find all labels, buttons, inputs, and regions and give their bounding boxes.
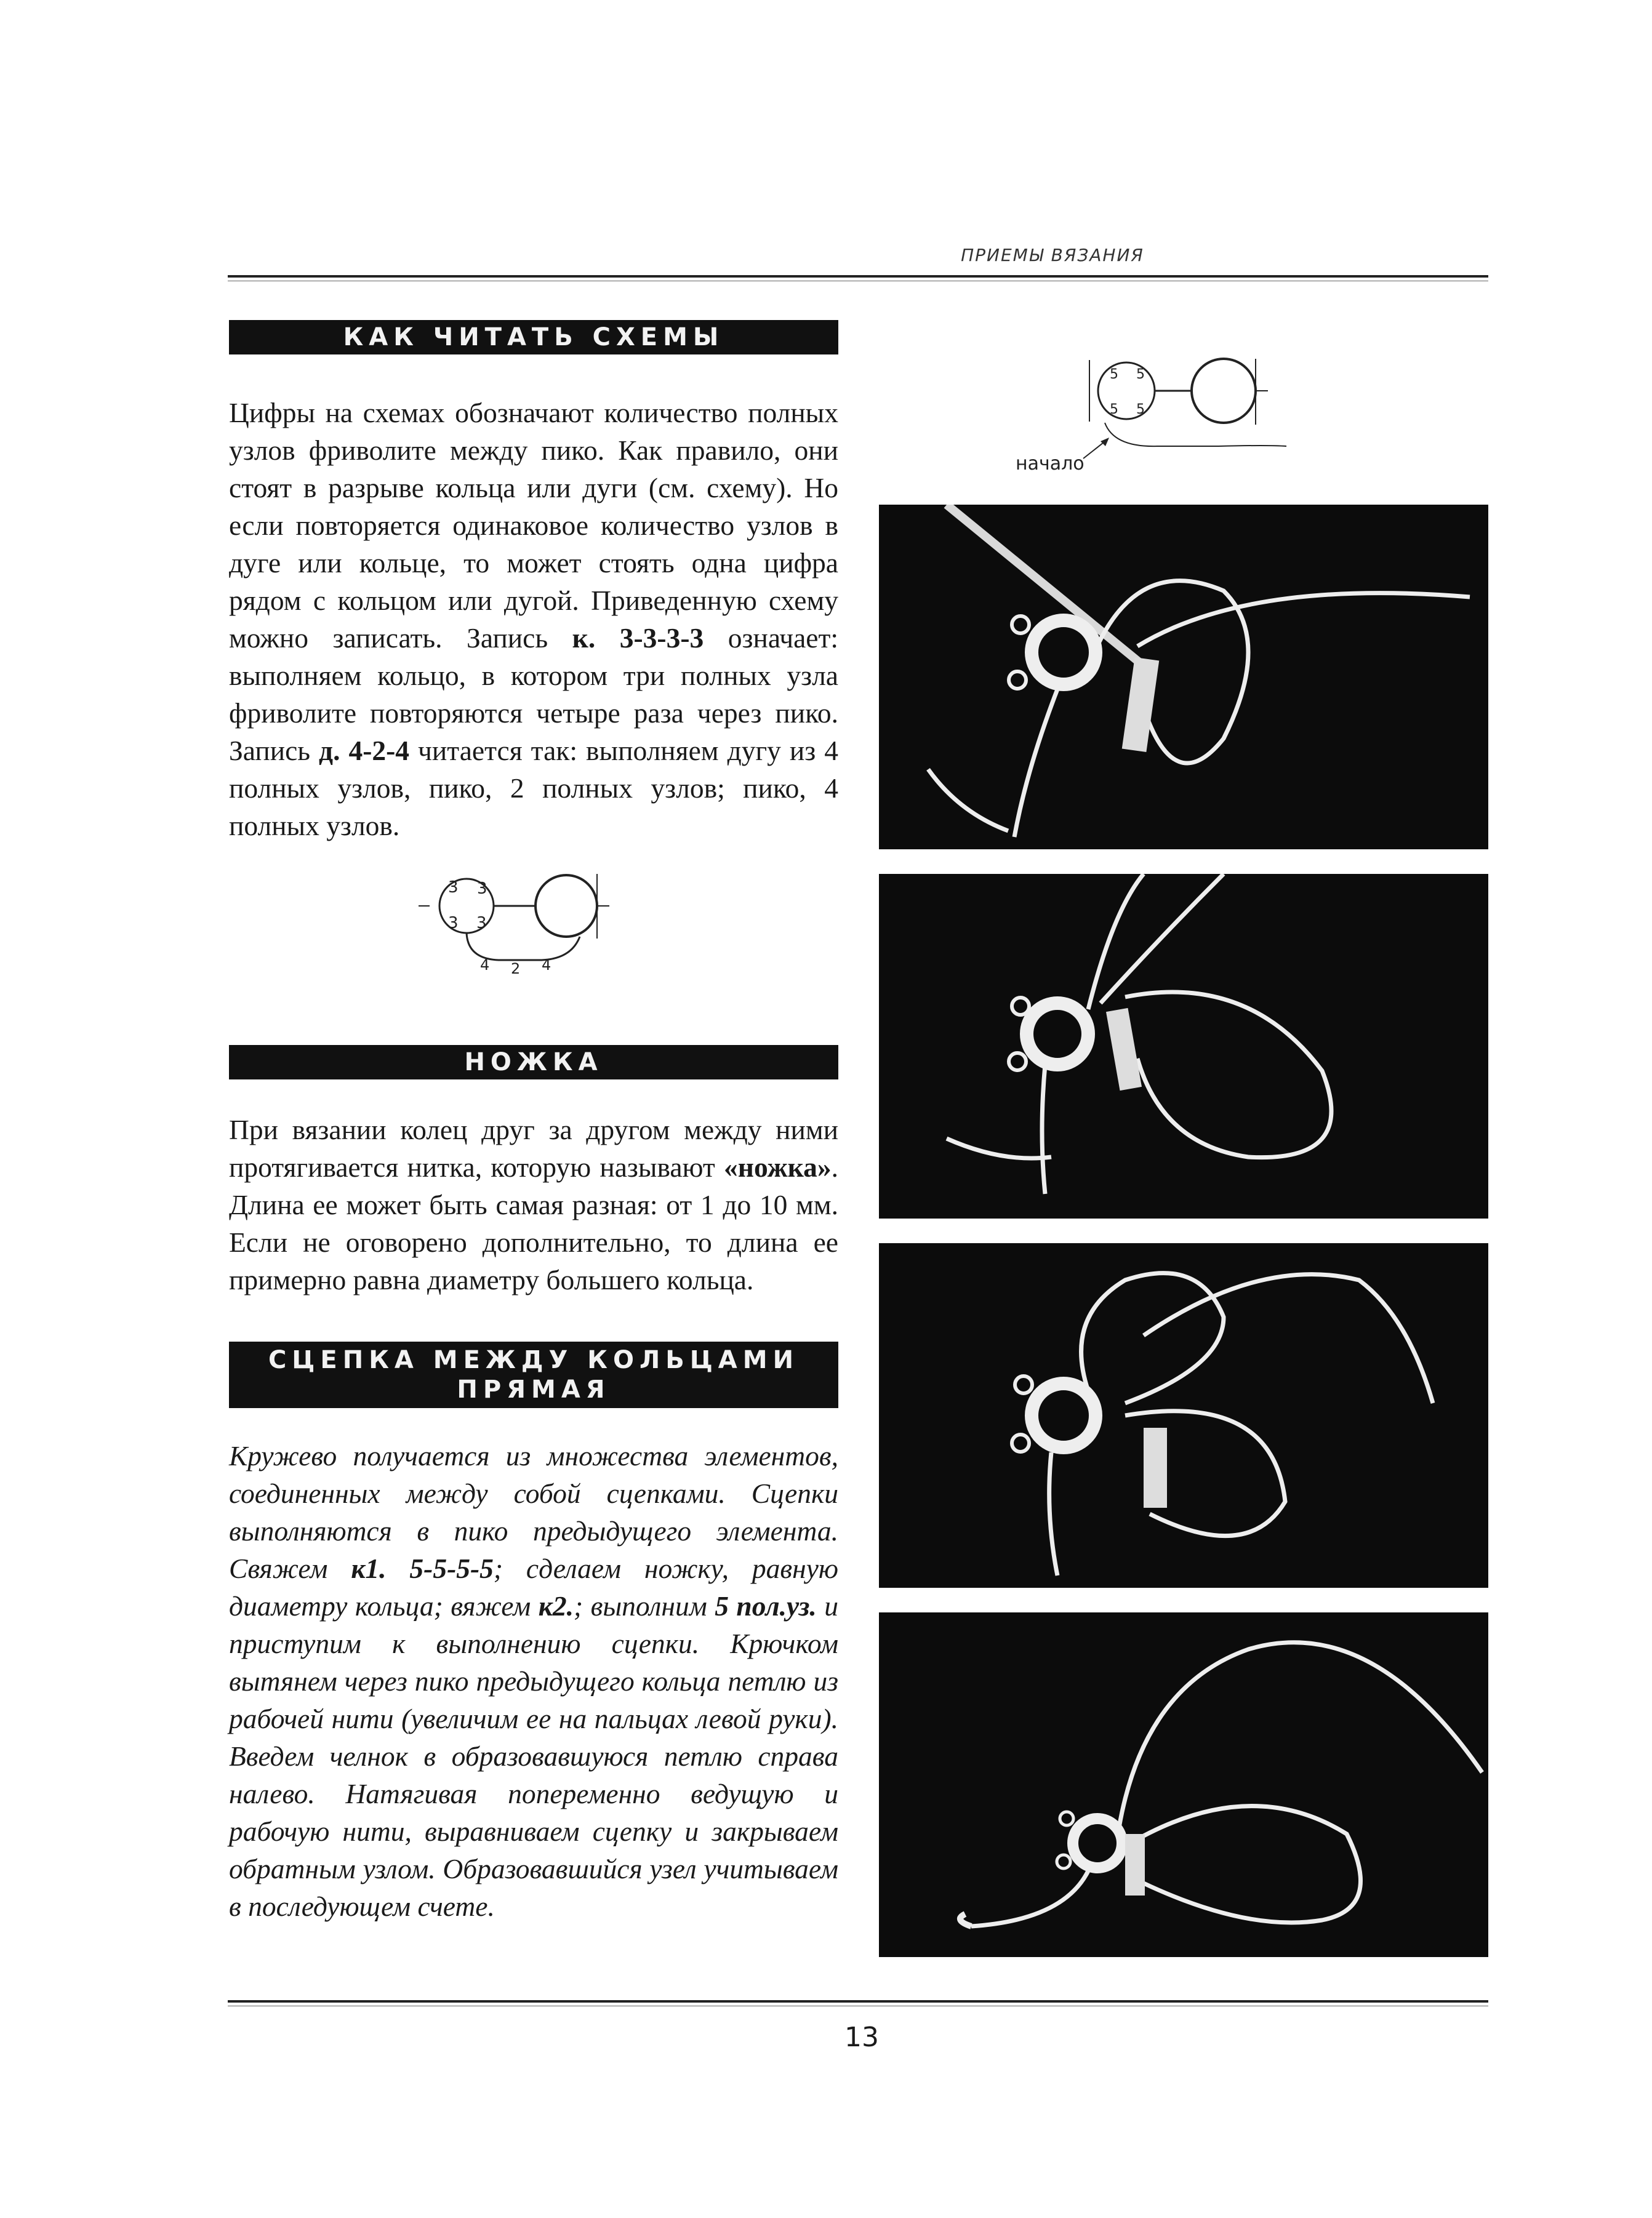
paragraph-stem: При вязании колец друг за другом между ними протягивается нитка, которую называют «ножка». Длина ее может быть самая разная: от 1 до 10 мм. Если не оговорено дополнительно, то длина ее примерно равна диаметру большего кольца.: [229, 1114, 838, 1295]
ring-number-top-left: 5: [1110, 367, 1118, 382]
tatting-photo-4: [879, 1612, 1488, 1957]
ring-number-3: 3: [448, 914, 459, 932]
ring-number-bottom-left: 5: [1110, 402, 1118, 417]
photo-step-4: [879, 1612, 1488, 1957]
section-heading-how-to-read: КАК ЧИТАТЬ СХЕМЫ: [229, 320, 838, 354]
photo-step-3: [879, 1243, 1488, 1588]
arc-number-2: 2: [511, 960, 521, 977]
ring-number-4: 3: [476, 914, 487, 932]
header-rule: [228, 275, 1488, 278]
tatting-photo-2: [879, 874, 1488, 1219]
running-head: ПРИЕМЫ ВЯЗАНИЯ: [961, 245, 1144, 265]
paragraph-how-to-read: Цифры на схемах обозначают количество полных узлов фриволите между пико. Как правило, они стоят в разрыве кольца или дуги (см. схему). Но если повторяется одинаковое количество узлов в дуге или кольце, то может стоять одна цифра рядом с кольцом или дугой. Приведенную схему можно записать. Запись к. 3-3-3-3 означает: выполняем кольцо, в котором три полных узла фриволите повторяются четыре раза через пико. Запись д. 4-2-4 читается так: выполняем дугу из 4 полных узлов, пико, 2 полных узлов; пико, 4 полных узлов.: [229, 397, 839, 841]
scheme-diagram-ring-arc: [419, 855, 628, 985]
section-heading-join: [229, 1342, 838, 1408]
photo-step-1: [879, 505, 1488, 849]
ring-number-2: 3: [477, 879, 487, 898]
paragraph-join: Кружево получается из множества элементов, соединенных между собой сцепками. Сцепки выполняются в пико предыдущего элемента. Свяжем к1. 5-5-5-5; сделаем ножку, равную диаметру кольца; вяжем к2.; выполним 5 пол.уз. и приступим к выполнению сцепки. Крючком вытянем через пико предыдущего кольца петлю из рабочей нити (увеличим ее на пальцах левой руки). Введем челнок в образовавшуюся петлю справа налево. Натягивая попеременно ведущую и рабочую нити, выравниваем сцепку и закрываем обратным узлом. Образовавшийся узел учитываем в последующем счете.: [229, 1440, 839, 1922]
ring-number-top-right: 5: [1136, 367, 1145, 382]
ring-number-bottom-right: 5: [1136, 402, 1145, 417]
section-heading-stem: НОЖКА: [229, 1045, 838, 1079]
tatting-photo-1: [879, 505, 1488, 849]
page-number: 13: [844, 2022, 879, 2053]
arc-number-3: 4: [542, 956, 551, 974]
tatting-photo-3: [879, 1243, 1488, 1588]
start-label: начало: [1016, 453, 1085, 474]
scheme-diagram-start: [997, 342, 1305, 489]
arc-number-1: 4: [480, 956, 490, 974]
footer-rule: [228, 2000, 1488, 2003]
section-heading-join-line1: СЦЕПКА МЕЖДУ КОЛЬЦАМИ: [268, 1346, 800, 1374]
section-heading-join-line2: ПРЯМАЯ: [457, 1375, 611, 1404]
ring-number-1: 3: [448, 878, 459, 897]
photo-step-2: [879, 874, 1488, 1219]
